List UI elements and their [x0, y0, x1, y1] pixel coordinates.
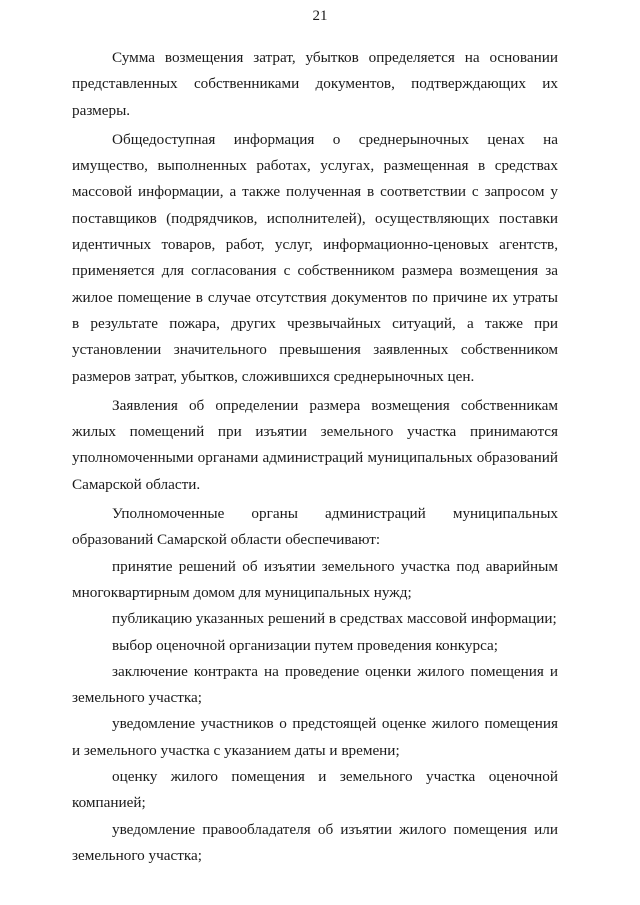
paragraph: Заявления об определении размера возмещения собственникам жилых помещений при изъятии земельного участка принимаются уполномоченными органами администраций муниципальных образований Самарской области.	[72, 396, 558, 493]
list-item: выбор оценочной организации путем проведения конкурса;	[112, 636, 499, 654]
list-item: публикацию указанных решений в средствах массовой информации;	[112, 610, 557, 628]
paragraph: Общедоступная информация о среднерыночных ценах на имущество, выполненных работах, услугах, размещенная в средствах массовой информации, а также полученная в соответствии с запросом у поставщиков (подрядчиков, исполнителей), осуществляющих поставки идентичных товаров, работ, услуг, информационно-ценовых агентств, применяется для согласования с собственником размера возмещения за жилое помещение в случае отсутствия документов по причине их утраты в результате пожара, других чрезвычайных ситуаций, а также при установлении значительного превышения заявленных собственником размеров затрат, убытков, сложившихся среднерыночных цен.	[72, 130, 558, 385]
list-item: заключение контракта на проведение оценки жилого помещения и земельного участка;	[72, 662, 558, 707]
list-item: уведомление участников о предстоящей оценке жилого помещения и земельного участка с указанием даты и времени;	[72, 715, 558, 759]
paragraph: Уполномоченные органы администраций муниципальных образований Самарской области обеспечивают:	[72, 505, 558, 549]
document-body	[72, 45, 558, 869]
paragraph: Сумма возмещения затрат, убытков определяется на основании представленных собственниками документов, подтверждающих их размеры.	[72, 49, 558, 119]
list-item: оценку жилого помещения и земельного участка оценочной компанией;	[72, 768, 558, 812]
list-item: принятие решений об изъятии земельного участка под аварийным многоквартирным домом для муниципальных нужд;	[72, 557, 558, 601]
list-item: уведомление правообладателя об изъятии жилого помещения или земельного участка;	[72, 820, 558, 864]
page-number: 21	[312, 8, 328, 24]
